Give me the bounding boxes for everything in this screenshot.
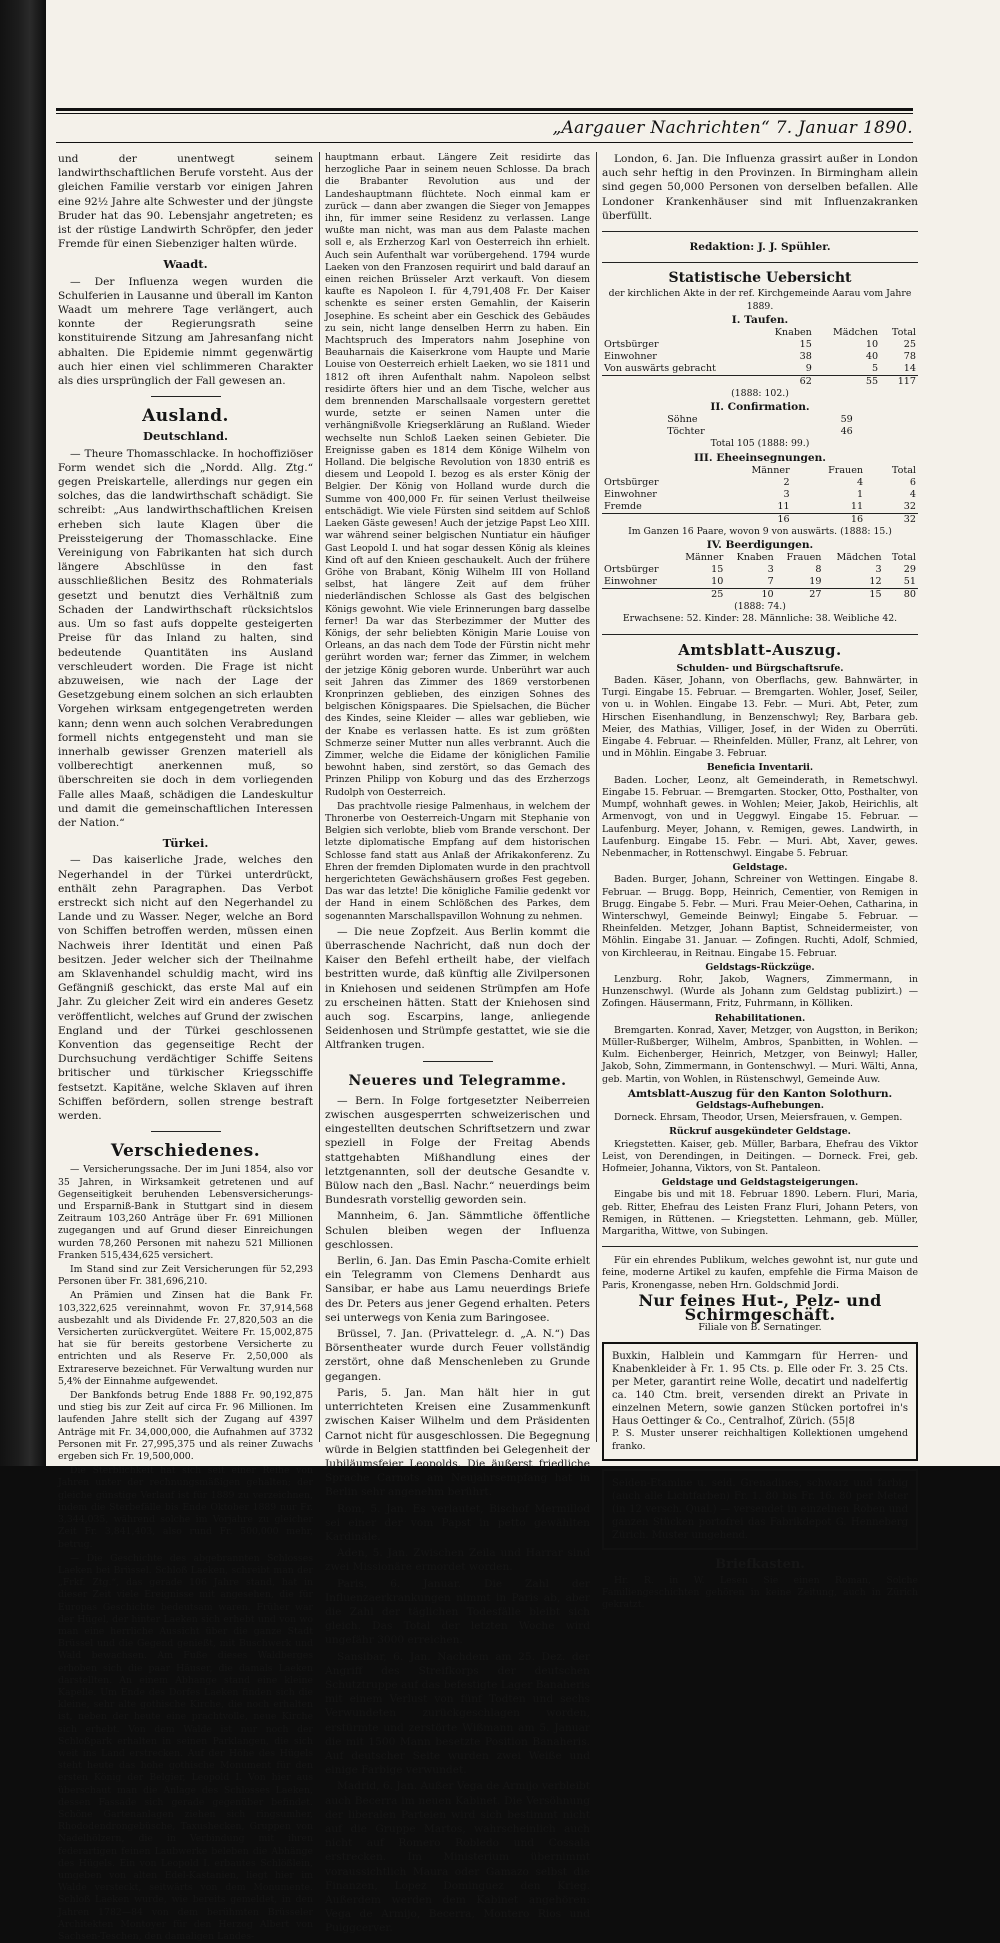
article-continuation: und der unentwegt seinem landwirthschaftlichen Berufe vorsteht. Aus der gleichen Familie verstarb vor einigen Jahren eine 92½ Jahre alte Schwester und der jüngste Bruder hat das 90. Lebensjahr angetreten; es ist der rüstige Landwirth Schröpfer, den jeder Fremde für einen Siebenziger halten würde. xyxy=(58,153,313,251)
solothurn-head: Amtsblatt-Auszug für den Kanton Solothurn. xyxy=(627,1087,893,1100)
table-cell: Ortsbürger xyxy=(604,476,659,488)
advert-maison-de-paris: Für ein ehrendes Publikum, welches gewohnt ist, nur gute und feine, moderne Artikel zu kaufen, empfehle die Firma Maison de Paris, Kronengasse, neben Hrn. Goldschmid Jordi. xyxy=(602,1255,918,1291)
table-cell: 25 xyxy=(711,589,724,601)
table-cell: 117 xyxy=(897,376,916,388)
article-thomasschlacke: — Theure Thomasschlacke. In hochoffiziöser Form wendet sich die „Nordd. Allg. Ztg.“ gegen Preiskartelle, allerdings nur gegen ein solches, das die landwirthschaft schädigt. Sie schreibt: „Aus landwirthschaftlichen Kreisen erheben sich laute Klagen über die Preissteigerung der Thomasschlacke. Eine Vereinigung von Fabrikanten hat sich durch längere Abschlüsse in den fast ausschließlichen Besitz des Rohmaterials gesetzt und benutzt dies Verhältniß zum Schaden der Landwirthschaft rücksichtslos aus. Um so fast aufs doppelte gesteigerten Preise für das Inland zu halten, sind bedeutende Quantitäten ins Ausland verschleudert worden. Die Frage ist nicht abzuweisen, wie nach der Lage der Gesetzgebung einem solchen an sich erlaubten Vorgehen wirksam entgegengetreten werden kann; denn wenn auch solchen Verabredungen formell nichts entgegensteht und man sie innerhalb gewisser Grenzen materiell als vollberechtigt anerkennen muß, so überschreiten sie doch in dem vorliegenden Falle alles Maaß, schädigen die Landeskultur und damit die gemeinschaftlichen Interessen der Nation.“ xyxy=(58,447,313,829)
steigerungen-text: Eingabe bis und mit 18. Februar 1890. Lebern. Fluri, Maria, geb. Ritter, Ehefrau des Leisten Franz Fluri, Johann Peters, von Remigen, in Rüttenen. — Kriegstetten. Lehmann, geb. Müller, Margaritha, Wittwe, von Subingen. xyxy=(602,1189,918,1237)
table-cell: 29 xyxy=(903,564,916,576)
table-cell: 10 xyxy=(865,339,879,351)
table-cell xyxy=(602,589,674,602)
article-versicherung-2: Im Stand sind zur Zeit Versicherungen für 52,293 Personen über Fr. 381,696,210. xyxy=(58,1264,313,1288)
table-total-row xyxy=(602,589,918,602)
section-head-tuerkei: Türkei. xyxy=(162,836,209,851)
table-cell: 27 xyxy=(809,589,822,601)
table-cell: 10 xyxy=(711,576,724,588)
advert-hutgeschaeft-sign: Filiale von B. Sernatinger. xyxy=(698,1322,822,1334)
table-total-row xyxy=(602,376,918,389)
table-row xyxy=(602,564,918,576)
header-rule-thin xyxy=(56,113,913,114)
table-cell: 10 xyxy=(761,589,774,601)
ehe-table xyxy=(602,465,918,526)
table-col-header: Mädchen xyxy=(832,327,879,339)
table-cell: Söhne xyxy=(667,414,698,426)
section-head-deutschland: Deutschland. xyxy=(142,429,229,444)
column-1 xyxy=(58,152,313,1942)
table-row xyxy=(602,339,918,351)
divider xyxy=(602,634,918,635)
taufen-table xyxy=(602,327,918,388)
article-palmenhaus: Das prachtvolle riesige Palmenhaus, in welchem der Thronerbe von Oesterreich-Ungarn mit Stephanie von Belgien sich verlobte, blieb vom Brande verschont. Der letzte diplomatische Empfang auf dem historischen Schlosse fand statt aus Anlaß der Afrikakonferenz. Zu Ehren der fremden Diplomaten wurde in den prachtvoll hergerichteten Gewächshäusern großes Fest gegeben. Das war das letzte! Die königliche Familie gedenkt vor der Hand in einem Schlößchen des Parkes, dem sogenannten Marschallspavillon Wohnung zu nehmen. xyxy=(325,800,590,922)
taufen-head: I. Taufen. xyxy=(731,313,789,326)
telegram-paris-1: Paris, 5. Jan. Man hält hier in gut unterrichteten Kreisen eine Zusammenkunft zwischen Kaiser Wilhelm und dem Präsidenten Carnot nicht für ausgeschlossen. Die Begegnung würde in Belgien stattfinden bei Gelegenheit der Jubiläumsfeier Leopolds. Die äußerst friedliche Sprache Carnots am Neujahrsempfang hat in Berlin sehr angenehm berührt. xyxy=(325,1386,590,1499)
table-cell: 11 xyxy=(850,500,864,512)
table-header-row xyxy=(602,552,918,564)
table-col-header: Frauen xyxy=(786,552,822,564)
konfirmation-head: II. Confirmation. xyxy=(710,401,810,414)
telegram-london: London, 6. Jan. Die Influenza grassirt außer in London auch sehr heftig in den Provinzen. In Birmingham allein sind gegen 50,000 Personen von derselben befallen. Alle Londoner Krankenhäuser sind mit Influenzakranken überfüllt. xyxy=(602,153,918,222)
advert-hutgeschaeft-title: Nur feines Hut-, Pelz- und Schirmgeschäft. xyxy=(638,1290,882,1325)
table-cell: 1 xyxy=(856,488,864,500)
beerdigungen-note-2: Erwachsene: 52. Kinder: 28. Männliche: 38. Weibliche 42. xyxy=(622,613,898,625)
table-cell: 46 xyxy=(840,426,853,438)
steigerungen-head: Geldstage und Geldstagsteigerungen. xyxy=(661,1177,859,1189)
table-cell: Von auswärts gebracht xyxy=(604,363,716,375)
table-cell: 4 xyxy=(856,476,864,488)
table-cell xyxy=(602,376,758,389)
table-cell: 11 xyxy=(777,500,790,512)
divider xyxy=(602,1246,918,1247)
table-cell: 32 xyxy=(903,500,916,512)
column-separator-1 xyxy=(319,152,320,1442)
table-header-row xyxy=(602,465,918,477)
telegram-rom: Rom, 5. Jan. Es verlautet, Bischof Mermillod sei einer der vom Papst in petto gewählten Kardinäle. xyxy=(325,1502,590,1543)
telegram-sansibar: Sansibar, 6. Jan. Nachdem am 25. Dez. der Angriff des Streifkorps der deutschen Schutztruppe auf das befestigte Lager Banaheris mit einem Verlust von fünf Todten und sechs Verwundeten zurückgeschlagen worden, erstürmte und zerstörte Wißmann am 5. Januar die mit 1500 Mann besetzte Position Banaheris. Auf deutscher Seite wurden zwei Weiße und einige Farbige verwundet. xyxy=(325,1650,590,1777)
table-cell: 16 xyxy=(777,513,790,525)
telegram-berlin: Berlin, 6. Jan. Das Emin Pascha-Comite erhielt ein Telegramm von Clemens Denhardt aus Sansibar, er habe aus Lamu neuerdings Briefe des Dr. Peters aus jener Gegend erhalten. Peters sei unterwegs von Kenia zum Baringosee. xyxy=(325,1255,590,1324)
rehabilitationen-text: Bremgarten. Konrad, Xaver, Metzger, von Augstton, in Berikon; Müller-Rußberger, Wilhelm, Ambros, Spanbitten, in Wohlen. — Kulm. Eichenberger, Heinrich, Metzger, von Beinwyl; Haller, Jakob, Sohn, Zimmermann, in Gontenschwyl. — Muri. Wälti, Anna, geb. Martin, von Wohlen, in Rüstenschwyl, Gemeinde Auw. xyxy=(602,1024,918,1085)
advert-seiden-text: Seiden-Etamine u. seid. Grenadines, schwarz und farbig (auch alle Lichtfarben) Fr. 1. 80 bis Fr. 16. 80 per Meter (in 12 versch. Qual.) — versendet in einzelnen Roben und ganzen Stücken portofrei das Fabrikdepot G. Henneberg Zürich. Muster umgehend. xyxy=(612,1477,908,1541)
telegram-madrid: Madrid, 6. Jan. Außer Vega de Armijo verbleibt auch Becerra im neuen Kabinet. Die Versöhnung der liberalen Parteien wird sich bestimmt nicht auf die Gruppe Martos, wahrscheinlich auch nicht auf Romero Robledo und Cossala erstrecken. Im Ministerium übernimmt voraussichtlich Maura oder Gamazo selbst die Finanzen, Lopez Dominguez den Krieg. Außerdem werden dem Kabinet angehören: Vega de Armijo, Becerra, Montero Rios und Puiggcerver. xyxy=(325,1780,590,1935)
divider xyxy=(423,1061,493,1062)
section-head-waadt: Waadt. xyxy=(163,257,208,272)
beerdigungen-table xyxy=(602,552,918,601)
briefkasten-head: Briefkasten. xyxy=(715,1556,805,1572)
table-cell: Ortsbürger xyxy=(604,564,659,576)
table-cell: 62 xyxy=(799,376,812,388)
table-cell: 19 xyxy=(809,576,822,588)
beerdigungen-head: IV. Beerdigungen. xyxy=(706,539,814,552)
table-col-header: Mädchen xyxy=(836,552,882,564)
table-cell: 16 xyxy=(850,513,864,525)
table-cell: 25 xyxy=(903,339,916,351)
table-cell: Einwohner xyxy=(604,576,657,588)
advert-buxkin-text: Buxkin, Halblein und Kammgarn für Herren- und Knabenkleider à Fr. 1. 95 Cts. p. Elle oder Fr. 3. 25 Cts. per Meter, garantirt reine Wolle, decatirt und nadelfertig ca. 140 Ctm. breit, versenden direkt an Private in einzelnen Metern, sowie ganzen Stücken portofrei in's Haus Oettinger & Co., Centralhof, Zürich. (55|8 xyxy=(612,1351,908,1428)
table-cell: 59 xyxy=(840,414,853,426)
stats-subtitle: der kirchlichen Akte in der ref. Kirchgemeinde Aarau vom Jahre 1889. xyxy=(608,288,912,312)
advert-seiden-box xyxy=(602,1469,918,1550)
table-row xyxy=(602,363,918,376)
table-cell: 2 xyxy=(783,476,790,488)
table-cell: 9 xyxy=(805,363,812,375)
article-laeken-continued: hauptmann erbaut. Längere Zeit residirte das herzogliche Paar in seinem neuen Schlosse. Da brach die Brabanter Revolution aus und der Landeshauptmann flüchtete. Noch einmal kam er zurück — dann aber zwangen die Sieger von Jemappes ihn, für immer seine Residenz zu verlassen. Lange wußte man nicht, was man aus dem Palaste machen soll e, als Erzherzog Karl von Oesterreich ihn erhielt. Auch sein Aufenthalt war vorübergehend. 1794 wurde Laeken von den Franzosen requirirt und bald darauf an einen reichen Brüsseler Arzt verkauft. Von diesem kaufte es Napoleon I. für 4,791,408 Fr. Der Kaiser schenkte es seiner ersten Gemahlin, der Kaiserin Josephine. Es scheint aber ein Geschick des Gebäudes zu sein, nicht lange denselben Herrn zu haben. Ein Machtspruch des Imperators nahm Josephine von Beauharnais die Kaiserkrone vom Haupte und Marie Louise von Oesterreich erhielt Laeken, wo sie 1811 und 1812 oft ihren Aufenthalt nahm. Napoleon selbst residirte öfters hier und an dem Tische, welcher aus dem brennenden Marschallsaale vorgestern gerettet wurde, setzte er seinen Namen unter die verhängnißvolle Kriegserklärung an Rußland. Wieder wechselte nun Schloß Laeken seinen Gebieter. Die Ereignisse gaben es 1814 dem Könige Wilhelm von Holland. Die belgische Revolution von 1830 entriß es diesem und Leopold I. bezog es als erster König der Belgier. Der König von Holland wurde durch die Summe von 400,000 Fr. für seinen Verlust theilweise entschädigt. Wie viele Fürsten sind seitdem auf Schloß Laeken Gäste gewesen! Auch der jetzige Papst Leo XIII. war während seiner belgischen Nuntiatur ein häufiger Gast Leopold I. und hat sogar dessen König als kleines Kind oft auf den Knieen geschaukelt. Auch der frühere Gröhe von Brabant, König Wilhelm III von Holland selbst, hat längere Zeit auf dem früher niederländischen Schlosse als Gast des belgischen Königs gewohnt. Wie viele Erinnerungen barg dasselbe ferner! Da war das Sterbezimmer der Mutter des Königs, der sehr beliebten Königin Marie Louise von Orleans, an das nach dem Tode der Fürstin nicht mehr gerührt worden war; ferner das Zimmer, in welchem der jetzige König geboren wurde. Unberührt war auch seit Jahren das Zimmer des 1869 verstorbenen Kronprinzen geblieben, des einzigen Sohnes des belgischen Königspaares. Die Spielsachen, die Bücher des Kindes, seine Kleider — alles war geblieben, wie der Knabe es verlassen hatte. Es ist zum größten Schmerze seiner Mutter nun alles verbrannt. Auch die Zimmer, welche die Eidame der königlichen Familie bewohnt haben, sind zerstört, so das Gemach des Prinzen Philipp von Koburg und das des Erzherzogs Rudolph von Oesterreich. xyxy=(325,152,590,798)
table-cell: 14 xyxy=(903,363,916,375)
divider xyxy=(602,231,918,232)
table-row xyxy=(602,576,918,589)
advert-buxkin-note: P. S. Muster unserer reichhaltigen Kollektionen umgehend franko. xyxy=(612,1428,908,1452)
ehe-note: Im Ganzen 16 Paare, wovon 9 von auswärts. (1888: 15.) xyxy=(628,525,892,537)
table-cell: 38 xyxy=(799,351,812,363)
taufen-note: (1888: 102.) xyxy=(731,388,789,400)
briefkasten-text: Hr. R. in W. Lesen Sie einen Roman, Solche Familiengeschichten gehören in keine Zeitung, auch in Zürich gekratzt. xyxy=(602,1575,918,1611)
geldstage-text: Baden. Burger, Johann, Schreiner von Wettingen. Eingabe 8. Februar. — Brugg. Bopp, Heinrich, Cementier, von Remigen in Brugg. Eingabe 5. Febr. — Muri. Frau Meier-Oehen, Catharina, in Winterschwyl, Gemeinde Beinwyl; Eingabe 5. Februar. — Rheinfelden. Metzger, Johann Baptist, Schneidermeister, von Möhlin. Eingabe 31. Januar. — Zofingen. Ruchti, Adolf, Schmied, von Kirchleerau, in Reitnau. Eingabe 15. Februar. xyxy=(602,874,918,959)
divider xyxy=(151,396,221,397)
table-cell: 3 xyxy=(783,488,790,500)
table-row xyxy=(602,351,918,363)
amtsblatt-head: Amtsblatt-Auszug. xyxy=(678,640,842,659)
beneficia-head: Beneficia Inventarii. xyxy=(706,762,814,774)
geldstage-head: Geldstage. xyxy=(732,862,788,874)
stats-title: Statistische Uebersicht xyxy=(668,270,852,287)
konfirmation-total: Total 105 (1888: 99.) xyxy=(710,438,810,450)
advert-buxkin-box xyxy=(602,1342,918,1460)
table-cell: 40 xyxy=(865,351,879,363)
column-2 xyxy=(325,152,590,1935)
table-col-header: Knaben xyxy=(736,552,774,564)
table-cell: Einwohner xyxy=(604,488,657,500)
konfirmation-table xyxy=(665,414,855,438)
article-laeken: — Die Geschichte des abgebrannten Schlosses Laeken bei Brüssel. Schloß Laeken, schreibt man der „Frkf. Ztg.“, das gerade 106 Jahre stand, hat in dieser Zeit viele Ereignisse mit angesehen, die für Europas Geschichte bedeutsam waren. Früher war der Hügel, der hinter Laeken sich erhebt und von wo man eine herrliche Aussicht über die ganze Stadt Brüssel und die Gegend genießt, mit Buschwerk und Wald bewachsen. Am Fuße dieses Waldberges erhoben sich die paar Häuser, die damals Laeken darstellten. An einem Abhange stand eine kleine Kapelle. Um Ende des Dorfes Laeken finden sich die kleine, sehr alte gothische Kirche, die noch erhalten ist, neben der heute eine prachtvolle, neue Kirche sich erhebt. Von dem Walde ist nur noch der Schloßpark erhalten in seinen Parklangen, die sich weit ins Land erstrecken. Auf der Höhe des Hügels steht heute das hohe gothische Monument für den ersten König der Belgier, Leopold I. Von hier aus überschaut man die Anlage des Schlosses Laeken, dessen Fassade sich gerade gegenüber befindet. Schöne Gartenanlagen ziehen sich ringsumher, Rhododendrongebüsche, Taxushecken, Gruppen von Nadelhölzern, die in Verbindung mit ihren federartigen feinen Laubwerke beleben die Abhänge des Hügels. Ein von Leopold I. erbautes Schlößlein, umgeben von alten Edel-Kastanien, liegt hier im Walde versteckt, seitwärts von dem Monumente. Schloß Laeken wurde, wie bereits gemeldet, in den Jahren 1782—84 von dem berühmten Brüsseler Architekten Montoyer für den Herzog Albert von Sachsen-Teschen, den damaligen Landes- xyxy=(58,1552,313,1942)
section-head-telegramme: Neueres und Telegramme. xyxy=(348,1072,567,1089)
table-total-row xyxy=(602,513,918,526)
article-waadt: — Der Influenza wegen wurden die Schulferien in Lausanne und überall im Kanton Waadt um mehrere Tage verlängert, auch konnte der Regierungsrath seine konstituirende Sitzung am Jahresanfang nicht abhalten. Die Epidemie nimmt gegenwärtig auch hier einen viel schlimmeren Charakter als dies ursprünglich der Fall gewesen an. xyxy=(58,275,313,388)
editor-line: Redaktion: J. J. Spühler. xyxy=(689,241,831,254)
table-cell: Fremde xyxy=(604,500,642,512)
table-cell: 4 xyxy=(909,488,916,500)
ehe-head: III. Eheeinsegnungen. xyxy=(694,451,826,464)
rueckruf-head: Rückruf ausgekündeter Geldstage. xyxy=(669,1126,851,1138)
book-binding xyxy=(0,0,46,1466)
header-rule-top xyxy=(56,108,913,111)
section-head-verschiedenes: Verschiedenes. xyxy=(110,1141,261,1162)
column-separator-2 xyxy=(596,152,597,1442)
table-cell: 8 xyxy=(815,564,822,576)
table-col-header: Total xyxy=(891,464,916,476)
rueckzuege-head: Geldstags-Rückzüge. xyxy=(705,961,815,973)
table-row xyxy=(602,501,918,514)
rueckzuege-text: Lenzburg. Rohr, Jakob, Wagners, Zimmermann, in Hunzenschwyl. (Wurde als Johann zum Geldstag publizirt.) — Zofingen. Häusermann, Fritz, Fuhrmann, in Kölliken. xyxy=(602,973,918,1010)
column-3 xyxy=(602,152,918,1611)
article-versicherung-5: Die Sterblichkeit hat sich seit einer Reihe von Jahren unter der rechnungsmäßigen gehalten; der gleiche günstige Verlauf ist für 1889 zu verzeichnen, indem die Sterbefälle bis Ende Oktober 1889 nur Fr. 3,344,035, während solche im Vorjahre zu gleicher Zeit Fr. 3,841,403, also rund Fr. 500,000 mehr, betrug. xyxy=(58,1465,313,1550)
table-cell: 32 xyxy=(903,513,916,525)
table-cell: 78 xyxy=(903,351,916,363)
table-cell: 3 xyxy=(767,564,774,576)
table-row xyxy=(602,489,918,501)
table-cell: 55 xyxy=(865,376,879,388)
beneficia-text: Baden. Locher, Leonz, alt Gemeinderath, in Remetschwyl. Eingabe 15. Februar. — Bremgarten. Stocker, Otto, Posthalter, von Mumpf, wohnhaft gewes. in Wohlen; Meier, Jakob, Heirichlis, alt Armenvogt, von und in Ueggwyl. Eingabe 15. Februar. — Laufenburg. Meyer, Johann, v. Remigen, gewes. Landwirth, in Laufenburg. Eingabe 15. Febr. — Muri. Abt, Xaver, gewes. Nebenmacher, in Rottenschwyl. Eingabe 5. Februar. xyxy=(602,774,918,859)
telegram-aden: Aden, 5. Jan. Zwischen Zeila und Harrar sind zwei Missionäre ermordet worden. xyxy=(325,1547,590,1574)
table-cell: 51 xyxy=(903,576,916,588)
table-cell: 80 xyxy=(903,589,916,601)
table-cell: Töchter xyxy=(667,426,705,438)
aufhebungen-text: Dorneck. Ehrsam, Theodor, Ursen, Meiersfrauen, v. Gempen. xyxy=(614,1112,903,1124)
telegram-mannheim: Mannheim, 6. Jan. Sämmtliche öffentliche Schulen bleiben wegen der Influenza geschlossen. xyxy=(325,1210,590,1251)
telegram-bruessel: Brüssel, 7. Jan. (Privattelegr. d. „A. N.“) Das Börsentheater wurde durch Feuer vollständig zerstört, ohne daß Menschenleben zu Grunde gegangen. xyxy=(325,1328,590,1383)
beerdigungen-note: (1888: 74.) xyxy=(734,601,786,613)
table-cell: 6 xyxy=(909,476,916,488)
table-cell: Einwohner xyxy=(604,351,657,363)
table-cell: 15 xyxy=(799,339,812,351)
table-cell: 3 xyxy=(875,564,882,576)
table-col-header: Total xyxy=(891,327,916,339)
table-cell: 15 xyxy=(869,589,882,601)
table-col-header: Männer xyxy=(751,464,790,476)
section-head-ausland: Ausland. xyxy=(142,406,229,427)
article-versicherung-4: Der Bankfonds betrug Ende 1888 Fr. 90,192,875 und stieg bis zur Zeit auf circa Fr. 96 Millionen. Im laufenden Jahre stellt sich der Zugang auf 4397 Anträge mit Fr. 34,000,000, die Aufnahmen auf 3732 Personen mit Fr. 27,995,375 und als reiner Zuwachs ergeben sich Fr. 19,500,000. xyxy=(58,1390,313,1463)
page-header-title: „Aargauer Nachrichten“ 7. Januar 1890. xyxy=(552,118,913,138)
article-zopfzeit: — Die neue Zopfzeit. Aus Berlin kommt die überraschende Nachricht, daß nun doch der Kaiser den Befehl ertheilt habe, der vielfach bestritten wurde, daß künftig alle Zivilpersonen in Kniehosen und seidenen Strümpfen am Hofe zu erscheinen hätten. Statt der Kniehosen sind auch sog. Escarpins, lange, anliegende Seidenhosen und Strümpfe gestattet, wie sie die Altfranken trugen. xyxy=(325,925,590,1052)
schulden-text: Baden. Käser, Johann, von Oberflachs, gew. Bahnwärter, in Turgi. Eingabe 15. Februar. — Bremgarten. Wohler, Josef, Seiler, von u. in Wohlen. Eingabe 13. Febr. — Muri. Abt, Peter, zum Hirschen Eisenhandlung, in Benzenschwyl; Rey, Barbara geb. Meier, des Mathias, Villiger, Josef, in der Widen zu Oberrüti. Eingabe 4. Februar. — Rheinfelden. Müller, Franz, alt Lehrer, von und in Möhlin. Eingabe 3. Februar. xyxy=(602,675,918,760)
telegram-paris-2: Paris, 6. Januar. Die Zahl der Influenzaerkrankungen nimmt in Paris ab, aber die Zahl der täglichen Todesfälle bleibt sich gleich. Das Total der letzten Woche wird ungefähr 3000 erreichen. xyxy=(325,1577,590,1647)
telegram-bern: — Bern. In Folge fortgesetzter Neiberreien zwischen ausgesperrten schweizerischen und eingestellten deutschen Schriftsetzern und zwar speziell in Folge der Freitag Abends stattgehabten Mißhandlung eines der letztgenannten, soll der deutsche Gesandte v. Bülow nach den „Basl. Nachr.“ neuerdings beim Bundesrath vorstellig geworden sein. xyxy=(325,1094,590,1207)
aufhebungen-head: Geldstags-Aufhebungen. xyxy=(695,1099,825,1111)
table-cell: Ortsbürger xyxy=(604,339,659,351)
table-col-header: Männer xyxy=(685,552,724,564)
schulden-head: Schulden- und Bürgschaftsrufe. xyxy=(676,662,844,674)
table-cell: 12 xyxy=(869,576,882,588)
divider xyxy=(151,1131,221,1132)
divider xyxy=(602,262,918,263)
article-negerhandel: — Das kaiserliche Jrade, welches den Negerhandel in der Türkei unterdrückt, enthält zehn Paragraphen. Das Verbot erstreckt sich nicht auf den Negerhandel zu Lande und zu Wasser. Neger, welche an Bord von Schiffen betroffen werden, müssen einen Nachweis ihrer Identität und einen Paß besitzen. Jeder welcher sich der Theilnahme am Sklavenhandel schuldig macht, wird ins Gefängniß geschickt, das erste Mal auf ein Jahr. Zu gleicher Zeit wird ein anderes Gesetz veröffentlicht, welches auf Grund der zwischen England und der Türkei geschlossenen Konvention das gegenseitige Recht der Durchsuchung verdächtiger Schiffe Seitens britischer und türkischer Kriegsschiffe festsetzt. Kapitäne, welche Sklaven auf ihren Schiffen befördern, sollen strenge bestraft werden. xyxy=(58,854,313,1122)
table-row xyxy=(665,414,855,426)
table-row xyxy=(665,426,855,438)
rehabilitationen-head: Rehabilitationen. xyxy=(714,1012,806,1024)
table-col-header: Knaben xyxy=(774,327,812,339)
table-col-header: Total xyxy=(891,552,916,564)
rueckruf-text: Kriegstetten. Kaiser, geb. Müller, Barbara, Ehefrau des Viktor Leist, von Derendingen, in Deitingen. — Dorneck. Frei, geb. Hofmeier, Johanna, Viktors, von St. Pantaleon. xyxy=(602,1138,918,1174)
article-versicherung: — Versicherungssache. Der im Juni 1854, also vor 35 Jahren, in Wirksamkeit getretenen und auf Gegenseitigkeit beruhenden Lebensversicherungs- und Ersparniß-Bank in Stuttgart sind in diesem Zeitraum 103,260 Anträge über Fr. 691 Millionen zugegangen und auf Grund dieser Einreichungen wurden 78,260 Personen mit nahezu 521 Millionen Franken 515,434,625 versichert. xyxy=(58,1164,313,1261)
table-header-row xyxy=(602,327,918,339)
table-row xyxy=(602,477,918,489)
table-cell: 7 xyxy=(767,576,774,588)
article-versicherung-3: An Prämien und Zinsen hat die Bank Fr. 103,322,625 vereinnahmt, wovon Fr. 37,914,568 ausbezahlt und als Dividende Fr. 27,820,503 an die Versicherten zurückvergütet. Weitere Fr. 15,002,875 hat sie für bereits gestorbene Versicherte zu entrichten und als Reserve Fr. 2,50,000 als Extrareserve bezeichnet. Für Verwaltung wurden nur 5,4% der Einnahme aufgewendet. xyxy=(58,1290,313,1387)
header-rule-bottom xyxy=(56,142,913,143)
table-cell xyxy=(602,513,712,526)
table-cell: 15 xyxy=(711,564,724,576)
table-cell: 5 xyxy=(871,363,879,375)
table-col-header: Frauen xyxy=(828,464,864,476)
